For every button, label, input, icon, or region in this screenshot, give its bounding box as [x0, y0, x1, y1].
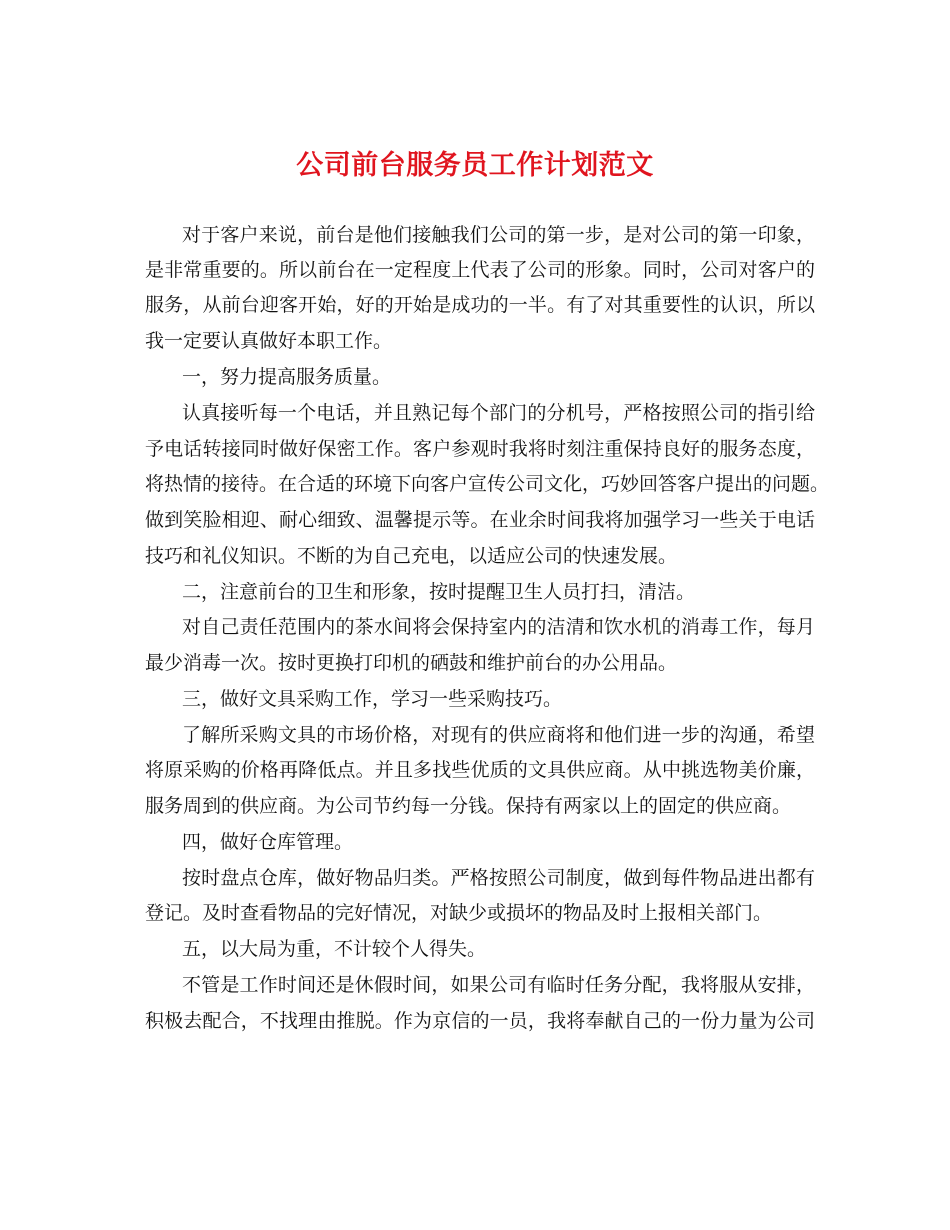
paragraph-line: 登记。及时查看物品的完好情况，对缺少或损坏的物品及时上报相关部门。	[145, 902, 773, 924]
paragraph-line: 了解所采购文具的市场价格，对现有的供应商将和他们进一步的沟通，希望	[182, 724, 815, 746]
paragraph-line: 是非常重要的。所以前台在一定程度上代表了公司的形象。同时，公司对客户的	[145, 259, 815, 281]
section-heading: 一，努力提高服务质量。	[182, 366, 392, 388]
paragraph-line: 技巧和礼仪知识。不断的为自己充电，以适应公司的快速发展。	[145, 545, 678, 567]
paragraph-line: 最少消毒一次。按时更换打印机的硒鼓和维护前台的办公用品。	[145, 652, 678, 674]
paragraph-line: 对于客户来说，前台是他们接触我们公司的第一步，是对公司的第一印象，	[182, 224, 815, 246]
section-heading: 四，做好仓库管理。	[182, 831, 354, 853]
section-heading: 三，做好文具采购工作，学习一些采购技巧。	[182, 688, 563, 710]
paragraph-line: 对自己责任范围内的茶水间将会保持室内的洁清和饮水机的消毒工作，每月	[182, 616, 815, 638]
paragraph-line: 不管是工作时间还是休假时间，如果公司有临时任务分配，我将服从安排，	[182, 974, 815, 996]
paragraph-line: 服务，从前台迎客开始，好的开始是成功的一半。有了对其重要性的认识，所以	[145, 294, 815, 316]
paragraph-line: 按时盘点仓库，做好物品归类。严格按照公司制度，做到每件物品进出都有	[182, 867, 815, 889]
paragraph-line: 将热情的接待。在合适的环境下向客户宣传公司文化，巧妙回答客户提出的问题。	[145, 473, 830, 495]
document-title: 公司前台服务员工作计划范文	[296, 150, 654, 181]
paragraph-line: 服务周到的供应商。为公司节约每一分钱。保持有两家以上的固定的供应商。	[145, 795, 792, 817]
paragraph-line: 积极去配合，不找理由推脱。作为京信的一员，我将奉献自己的一份力量为公司	[145, 1010, 815, 1032]
paragraph-line: 我一定要认真做好本职工作。	[145, 330, 393, 352]
section-heading: 二，注意前台的卫生和形象，按时提醒卫生人员打扫，清洁。	[182, 581, 696, 603]
paragraph-line: 予电话转接同时做好保密工作。客户参观时我将时刻注重保持良好的服务态度，	[145, 438, 815, 460]
paragraph-line: 做到笑脸相迎、耐心细致、温馨提示等。在业余时间我将加强学习一些关于电话	[145, 509, 815, 531]
paragraph-line: 认真接听每一个电话，并且熟记每个部门的分机号，严格按照公司的指引给	[182, 402, 815, 424]
paragraph-line: 将原采购的价格再降低点。并且多找些优质的文具供应商。从中挑选物美价廉，	[145, 759, 815, 781]
section-heading: 五，以大局为重，不计较个人得失。	[182, 938, 487, 960]
